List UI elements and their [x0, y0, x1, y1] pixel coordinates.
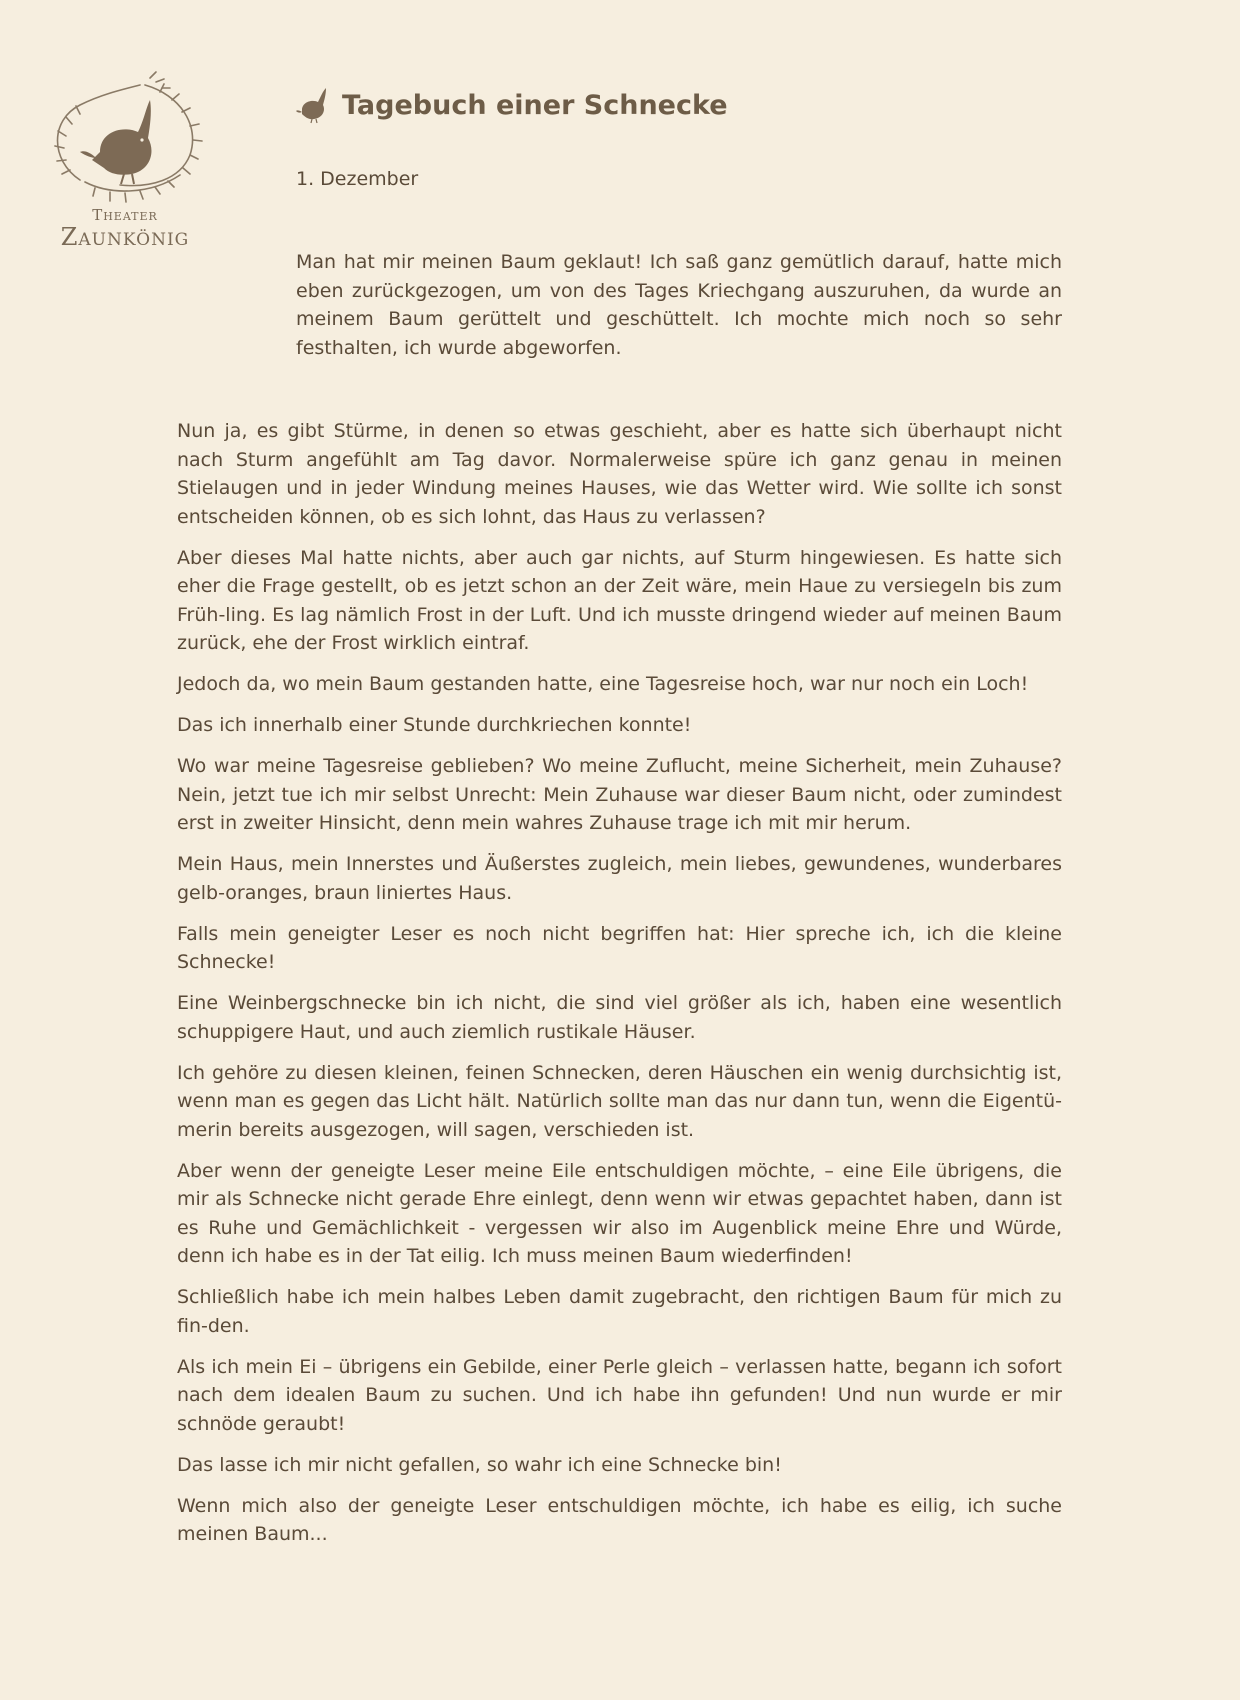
body-paragraph: Als ich mein Ei – übrigens ein Gebilde, einer Perle gleich – verlassen hatte, begann ich sofort nach dem idealen Baum zu suchen. Und ich habe ihn gefunden! Und nun wurde er mir schnöde geraubt! [177, 1355, 1062, 1435]
body-paragraph: Nun ja, es gibt Stürme, in denen so etwas geschieht, aber es hatte sich überhaupt nicht nach Sturm angefühlt am Tag davor. Normalerweise spüre ich ganz genau in meinen Stielaugen und in jeder Windung meines Hauses, wie das Wetter wird. Wie sollte ich sonst entscheiden können, ob es sich lohnt, das Haus zu verlassen? [177, 420, 1062, 528]
diary-body [177, 417, 1062, 1561]
page-title: Tagebuch einer Schnecke [342, 89, 728, 121]
body-paragraph: Mein Haus, mein Innerstes und Äußerstes zugleich, mein liebes, gewundenes, wunderbares gelb-oranges, braun liniertes Haus. [177, 853, 1062, 904]
body-paragraph: Wenn mich also der geneigte Leser entschuldigen möchte, ich habe es eilig, ich suche meinen Baum... [177, 1494, 1062, 1545]
body-paragraph: Eine Weinbergschnecke bin ich nicht, die sind viel größer als ich, haben eine wesentlich schuppigere Haut, und auch ziemlich rustikale Häuser. [177, 992, 1062, 1043]
wren-bird-icon [296, 86, 334, 124]
intro-paragraph: Man hat mir meinen Baum geklaut! Ich saß ganz gemütlich darauf, hatte mich eben zurückgezogen, um von des Tages Kriechgang auszuruhen, da wurde an meinem Baum gerüttelt und geschüttelt. Ich mochte mich noch so sehr festhalten, ich wurde abgeworfen. [296, 251, 1062, 359]
body-paragraph: Das lasse ich mir nicht gefallen, so wahr ich eine Schnecke bin! [177, 1453, 782, 1476]
body-paragraph: Jedoch da, wo mein Baum gestanden hatte, eine Tagesreise hoch, war nur noch ein Loch! [177, 673, 1029, 695]
body-paragraph: Wo war meine Tagesreise geblieben? Wo meine Zuflucht, meine Sicherheit, mein Zuhause? Nein, jetzt tue ich mir selbst Unrecht: Mein Zuhause war dieser Baum nicht, oder zumindest erst in zweiter Hinsicht, denn mein wahres Zuhause trage ich mit mir herum. [177, 755, 1062, 834]
theater-logo [40, 70, 220, 250]
body-paragraph: Falls mein geneigter Leser es noch nicht begriffen hat: Hier spreche ich, ich die kleine Schnecke! [177, 922, 1062, 973]
body-paragraph: Aber dieses Mal hatte nichts, aber auch gar nichts, auf Sturm hingewiesen. Es hatte sich eher die Frage gestellt, ob es jetzt schon an der Zeit wäre, mein Haue zu versiegeln bis zum Früh-ling. Es lag nämlich Frost in der Luft. Und ich musste dringend wieder auf meinen Baum zurück, ehe der Frost wirklich eintraf. [177, 546, 1062, 654]
logo-line-theater: Theater [92, 206, 158, 224]
entry-date: 1. Dezember [296, 168, 419, 190]
body-paragraph: Aber wenn der geneigte Leser meine Eile entschuldigen möchte, – eine Eile übrigens, die mir als Schnecke nicht gerade Ehre einlegt, denn wenn wir etwas gepachtet haben, dann ist es Ruhe und Gemächlichkeit - vergessen wir also im Augenblick meine Ehre und Würde, denn ich habe es in der Tat eilig. Ich muss meinen Baum wiederfinden! [177, 1159, 1062, 1267]
wren-wreath-icon [40, 70, 210, 210]
body-paragraph: Schließlich habe ich mein halbes Leben damit zugebracht, den richtigen Baum für mich zu fin-den. [177, 1286, 1062, 1337]
body-paragraph: Das ich innerhalb einer Stunde durchkriechen konnte! [177, 714, 692, 736]
logo-line-name: Zaunkönig [60, 223, 190, 251]
title-row [296, 86, 728, 124]
body-paragraph: Ich gehöre zu diesen kleinen, feinen Schnecken, deren Häuschen ein wenig durchsichtig ist, wenn man es gegen das Licht hält. Natürlich sollte man das nur dann tun, wenn die Eigentü-merin bereits ausgezogen, will sagen, verschieden ist. [177, 1061, 1062, 1141]
